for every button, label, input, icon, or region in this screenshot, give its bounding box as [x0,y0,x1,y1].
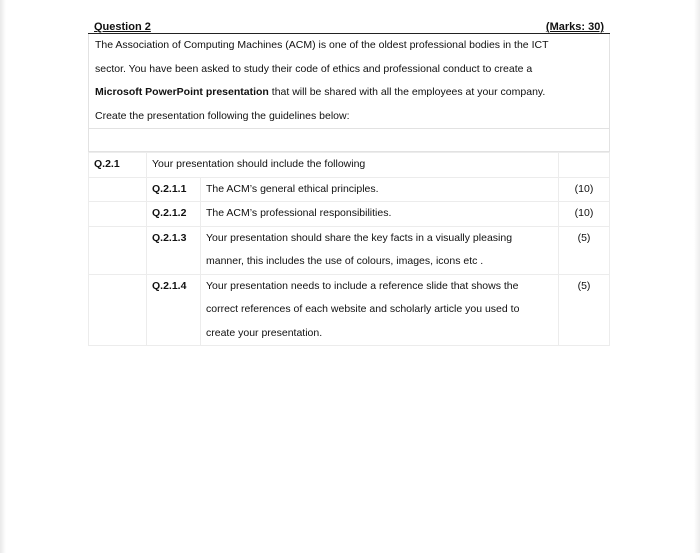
question-title: Question 2 [94,21,151,33]
task-lead: Your presentation should include the following [147,153,559,178]
subtask-indent [89,177,147,202]
subtask-number: Q.2.1.3 [147,226,201,274]
intro-line-2: sector. You have been asked to study their code of ethics and professional conduct to create a [95,62,533,75]
intro-line-4: Create the presentation following the guidelines below: [95,109,350,122]
subtask-indent [89,274,147,346]
intro-line-3 [95,81,603,105]
question-intro [88,34,610,129]
subtask-line: correct references of each website and scholarly article you used to [206,303,520,315]
subtask-indent [89,202,147,227]
page-edge-left [0,0,6,553]
question-marks: (Marks: 30) [545,21,604,33]
task-lead-marks [559,153,610,178]
intro-line-1: The Association of Computing Machines (ACM) is one of the oldest professional bodies in the ICT [95,39,549,51]
subtask-line: manner, this includes the use of colours, images, icons etc . [206,255,484,267]
page-edge-right [694,0,700,553]
intro-line-3-rest: that will be shared with all the employees at your company. [268,86,546,98]
subtask-row [89,177,610,202]
subtask-marks: (10) [559,202,610,227]
question-block [88,13,610,346]
subtask-number: Q.2.1.4 [147,274,201,346]
intro-bold-phrase: Microsoft PowerPoint presentation [95,86,269,98]
subtask-line: The ACM’s general ethical principles. [206,182,379,195]
subtask-text [201,226,559,274]
subtask-row [89,226,610,274]
subtask-line: create your presentation. [206,326,323,339]
subtask-number: Q.2.1.1 [147,177,201,202]
subtask-marks: (5) [559,274,610,346]
subtask-row [89,202,610,227]
task-number: Q.2.1 [89,153,147,178]
task-row-main [89,153,610,178]
subtask-row [89,274,610,346]
subtask-text [201,202,559,227]
question-header [88,13,610,34]
subtask-text [201,177,559,202]
subtask-line: The ACM’s professional responsibilities. [206,207,392,219]
subtask-line: Your presentation should share the key facts in a visually pleasing [206,231,513,244]
spacer-row [88,129,610,152]
subtask-number: Q.2.1.2 [147,202,201,227]
subtask-marks: (5) [559,226,610,274]
task-table [88,152,610,346]
subtask-text [201,274,559,346]
subtask-marks: (10) [559,177,610,202]
subtask-line: Your presentation needs to include a reference slide that shows the [206,279,519,292]
subtask-indent [89,226,147,274]
